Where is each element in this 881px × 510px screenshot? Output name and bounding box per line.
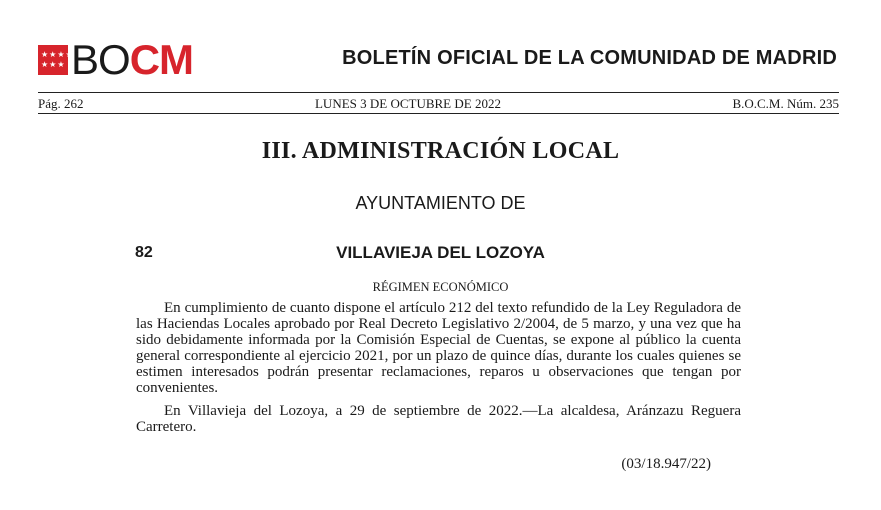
entry-number: 82: [135, 244, 153, 261]
issue-number: B.O.C.M. Núm. 235: [732, 96, 839, 111]
subsection-heading: RÉGIMEN ECONÓMICO: [372, 280, 509, 294]
logo-wordmark: [71, 36, 194, 83]
logo-bo: BO: [71, 36, 130, 83]
header-meta-row: [38, 96, 839, 112]
paragraph-signature: En Villavieja del Lozoya, a 29 de septiembre de 2022.—La alcaldesa, Aránzazu Reguera Carretero.: [136, 403, 741, 435]
ayuntamiento-heading: AYUNTAMIENTO DE: [355, 193, 526, 213]
reference-code: (03/18.947/22): [621, 456, 711, 472]
header-rule-top: [38, 92, 839, 93]
paragraph-main: En cumplimiento de cuanto dispone el artículo 212 del texto refundido de la Ley Reguladora de las Haciendas Locales aprobado por Real Decreto Legislativo 2/2004, de 5 marzo, y una vez que ha sido debidamente informada por la Comisión Especial de Cuentas, se expone al público la cuenta general correspondiente al ejercicio 2021, por un plazo de quince días, durante los cuales quienes se estimen interesados podrán presentar reclamaciones, reparos u observaciones que tengan por convenientes.: [136, 300, 741, 396]
header-rule-bottom: [38, 113, 839, 114]
bocm-logo: [38, 36, 194, 83]
announcement-body: [136, 300, 741, 435]
page-number: Pág. 262: [38, 96, 84, 111]
municipality-heading: VILLAVIEJA DEL LOZOYA: [336, 243, 545, 262]
madrid-flag-icon: ★ ★ ★ ★ ★ ★ ★: [38, 45, 68, 75]
logo-cm: CM: [129, 36, 194, 83]
journal-title: BOLETÍN OFICIAL DE LA COMUNIDAD DE MADRID: [342, 47, 837, 69]
publication-date: LUNES 3 DE OCTUBRE DE 2022: [314, 96, 501, 111]
section-title: III. ADMINISTRACIÓN LOCAL: [261, 138, 620, 164]
